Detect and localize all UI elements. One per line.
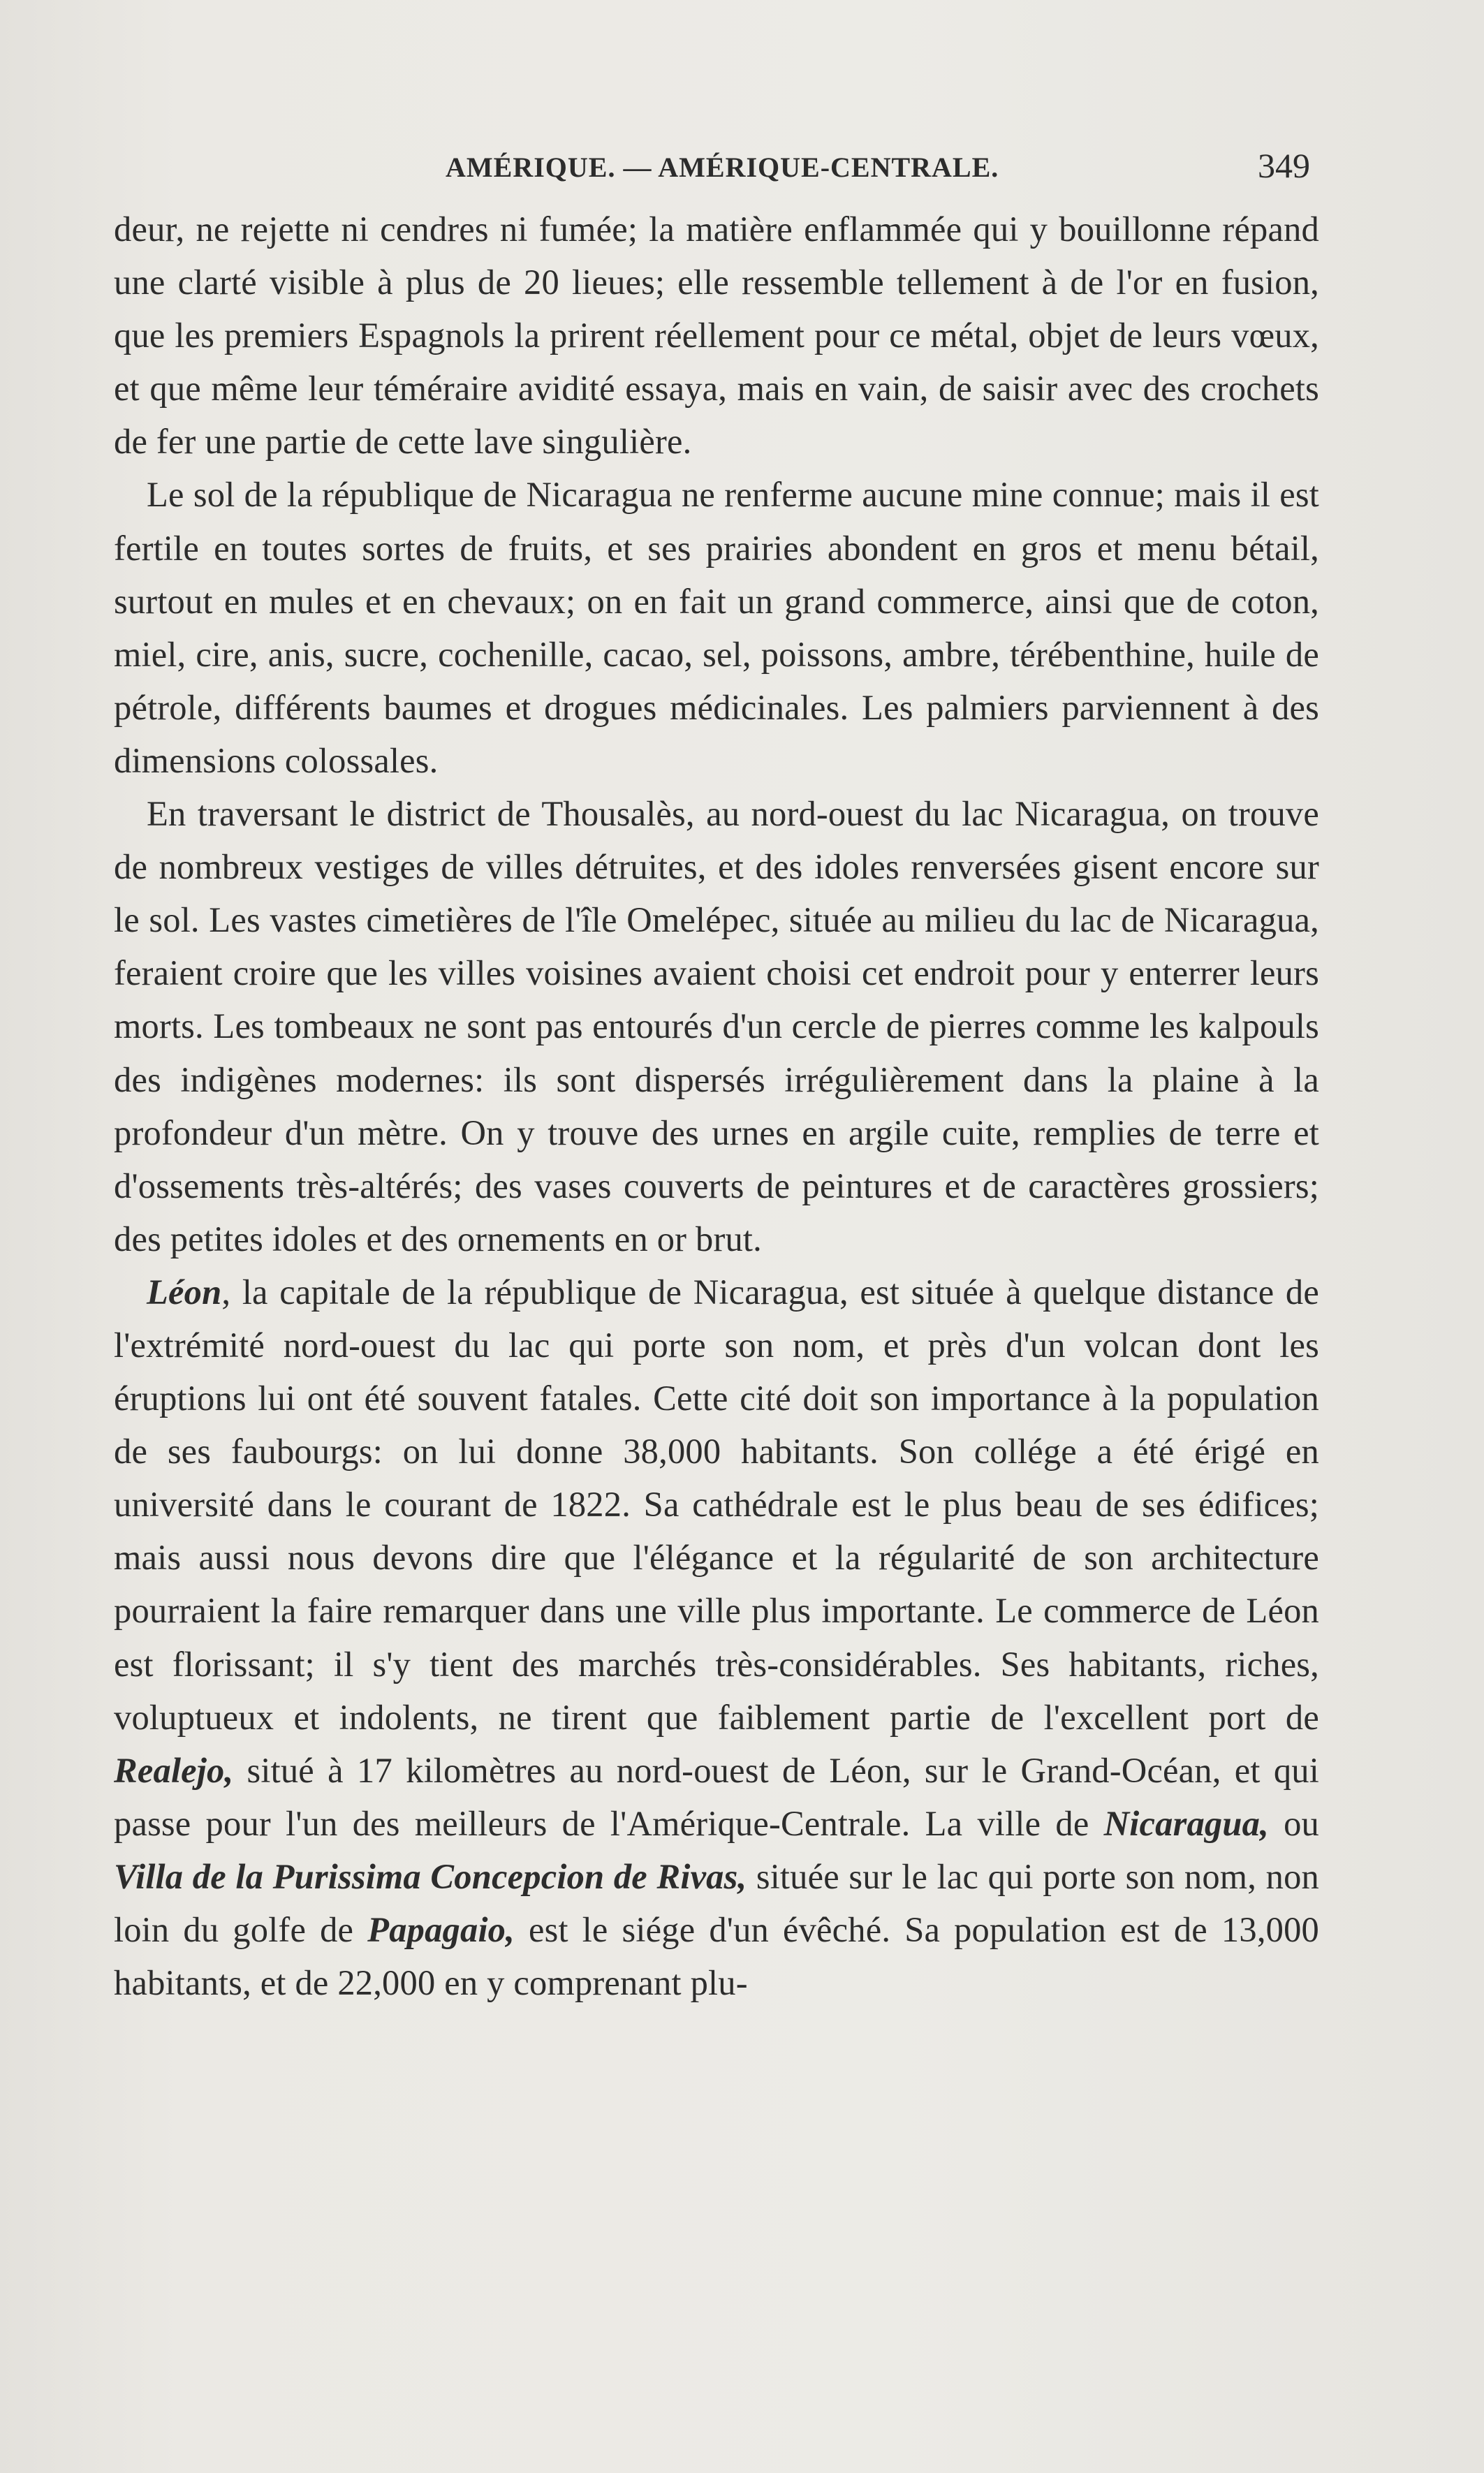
paragraph-4-part-b: situé à 17 kilomètres au nord-ouest de Léon, sur le Grand-Océan, et qui passe pour l'un des meilleurs de l'Amérique-Centrale. La ville de [114,1750,1319,1843]
realejo-name: Realejo, [114,1750,234,1790]
paragraph-4-part-a: , la capitale de la république de Nicaragua, est située à quelque distance de l'extrémité nord-ouest du lac qui porte son nom, et près d'un volcan dont les éruptions lui ont été souvent fatales. Cette cité doit son importance à la population de ses faubourgs: on lui donne 38,000 habitants. Son collége a été érigé en université dans le courant de 1822. Sa cathédrale est le plus beau de ses édifices; mais aussi nous devons dire que l'élégance et la régularité de son architecture pourraient la faire remarquer dans une ville plus importante. Le commerce de Léon est florissant; il s'y tient des marchés très-considérables. Ses habitants, riches, voluptueux et indolents, ne tirent que faiblement partie de l'excellent port de [114,1272,1319,1737]
paragraph-2: Le sol de la république de Nicaragua ne renferme aucune mine connue; mais il est fertile en toutes sortes de fruits, et ses prairies abondent en gros et menu bétail, surtout en mules et en chevaux; on en fait un grand commerce, ainsi que de coton, miel, cire, anis, sucre, cochenille, cacao, sel, poissons, ambre, térébenthine, huile de pétrole, différents baumes et drogues médicinales. Les palmiers parviennent à des dimensions colossales. [114,475,1319,780]
villa-name: Villa de la Purissima Concepcion de Rivas, [114,1856,747,1896]
paragraph-4-part-d: située sur le lac qui porte son nom, non loin du golfe de [114,1856,1319,1949]
paragraph-4-part-e: est le siége d'un évêché. Sa population est de 13,000 habitants, et de 22,000 en y comprenant plu- [114,1910,1319,2003]
leon-name: Léon [147,1272,222,1312]
paragraph-1: deur, ne rejette ni cendres ni fumée; la matière enflammée qui y bouillonne répand une clarté visible à plus de 20 lieues; elle ressemble tellement à de l'or en fusion, que les premiers Espagnols la prirent réellement pour ce métal, objet de leurs vœux, et que même leur téméraire avidité essaya, mais en vain, de saisir avec des crochets de fer une partie de cette lave singulière. [114,210,1319,462]
body-text [114,203,1319,2009]
paragraph-4 [114,1265,1319,2009]
paragraph-3: En traversant le district de Thousalès, au nord-ouest du lac Nicaragua, on trouve de nombreux vestiges de villes détruites, et des idoles renversées gisent encore sur le sol. Les vastes cimetières de l'île Omelépec, située au milieu du lac de Nicaragua, feraient croire que les villes voisines avaient choisi cet endroit pour y enterrer leurs morts. Les tombeaux ne sont pas entourés d'un cercle de pierres comme les kalpouls des indigènes modernes: ils sont dispersés irrégulièrement dans la plaine à la profondeur d'un mètre. On y trouve des urnes en argile cuite, remplies de terre et d'ossements très-altérés; des vases couverts de peintures et de caractères grossiers; des petites idoles et des ornements en or brut. [114,794,1319,1258]
paragraph-4-part-c: ou [1268,1803,1319,1843]
nicaragua-name: Nicaragua, [1103,1803,1269,1843]
papagaio-name: Papagaio, [367,1910,515,1949]
page-number: 349 [1258,146,1310,185]
running-head: AMÉRIQUE. — AMÉRIQUE-CENTRALE. [446,152,999,183]
page-header [112,145,1310,194]
